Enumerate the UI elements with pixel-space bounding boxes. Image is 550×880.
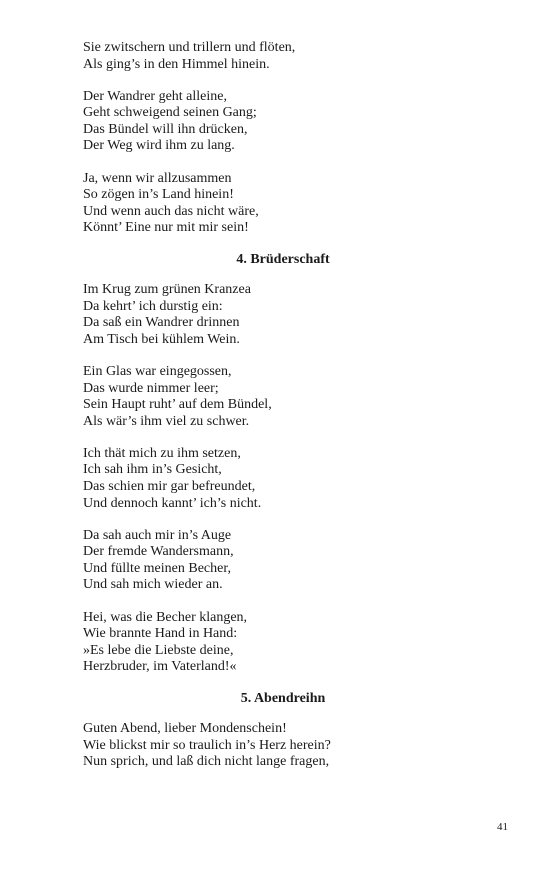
verse-line: Wie blickst mir so traulich in’s Herz herein? bbox=[83, 737, 331, 753]
stanza bbox=[83, 40, 483, 73]
stanza bbox=[83, 89, 483, 155]
verse-line: Der fremde Wandersmann, bbox=[83, 544, 234, 560]
poem-section-continuation bbox=[83, 40, 483, 237]
verse-line: Hei, was die Becher klangen, bbox=[83, 609, 248, 625]
stanza bbox=[83, 364, 483, 430]
verse-line: Der Weg wird ihm zu lang. bbox=[83, 138, 235, 154]
verse-line: Der Wandrer geht alleine, bbox=[83, 88, 227, 104]
verse-line: Und dennoch kannt’ ich’s nicht. bbox=[83, 495, 262, 511]
verse-line: »Es lebe die Liebste deine, bbox=[83, 642, 234, 658]
poem-page bbox=[83, 40, 483, 786]
stanza bbox=[83, 528, 483, 594]
verse-line: So zögen in’s Land hinein! bbox=[83, 187, 234, 203]
verse-line: Nun sprich, und laß dich nicht lange fragen, bbox=[83, 754, 330, 770]
verse-line: Das wurde nimmer leer; bbox=[83, 380, 219, 396]
verse-line: Und sah mich wieder an. bbox=[83, 577, 223, 593]
verse-line: Als wär’s ihm viel zu schwer. bbox=[83, 413, 250, 429]
verse-line: Ja, wenn wir allzusammen bbox=[83, 170, 232, 186]
verse-line: Geht schweigend seinen Gang; bbox=[83, 105, 257, 121]
poem-section-bruederschaft bbox=[83, 252, 483, 675]
verse-line: Im Krug zum grünen Kranzea bbox=[83, 282, 251, 298]
verse-line: Am Tisch bei kühlem Wein. bbox=[83, 331, 240, 347]
poem-heading: 5. Abendreihn bbox=[240, 691, 326, 707]
verse-line: Ich thät mich zu ihm setzen, bbox=[83, 445, 241, 461]
stanza bbox=[83, 171, 483, 237]
verse-line: Ich sah ihm in’s Gesicht, bbox=[83, 462, 222, 478]
poem-heading: 4. Brüderschaft bbox=[236, 252, 330, 268]
poem-section-abendreihn bbox=[83, 691, 483, 770]
verse-line: Da sah auch mir in’s Auge bbox=[83, 527, 232, 543]
stanza bbox=[83, 446, 483, 512]
verse-line: Herzbruder, im Vaterland!« bbox=[83, 659, 237, 675]
verse-line: Guten Abend, lieber Mondenschein! bbox=[83, 721, 287, 736]
verse-line: Und wenn auch das nicht wäre, bbox=[83, 203, 259, 219]
page-number: 41 bbox=[497, 821, 508, 833]
verse-line: Da kehrt’ ich durstig ein: bbox=[83, 298, 223, 314]
stanza bbox=[83, 282, 483, 348]
verse-line: Als ging’s in den Himmel hinein. bbox=[83, 56, 270, 72]
verse-line: Da saß ein Wandrer drinnen bbox=[83, 315, 240, 331]
verse-line: Das schien mir gar befreundet, bbox=[83, 478, 256, 494]
verse-line: Sein Haupt ruht’ auf dem Bündel, bbox=[83, 397, 272, 413]
stanza bbox=[83, 721, 483, 771]
verse-line: Ein Glas war eingegossen, bbox=[83, 363, 232, 379]
verse-line: Könnt’ Eine nur mit mir sein! bbox=[83, 220, 249, 236]
stanza bbox=[83, 610, 483, 676]
verse-line: Das Bündel will ihn drücken, bbox=[83, 121, 248, 137]
verse-line: Wie brannte Hand in Hand: bbox=[83, 626, 238, 642]
verse-line: Und füllte meinen Becher, bbox=[83, 560, 231, 576]
verse-line: Sie zwitschern und trillern und flöten, bbox=[83, 40, 296, 55]
